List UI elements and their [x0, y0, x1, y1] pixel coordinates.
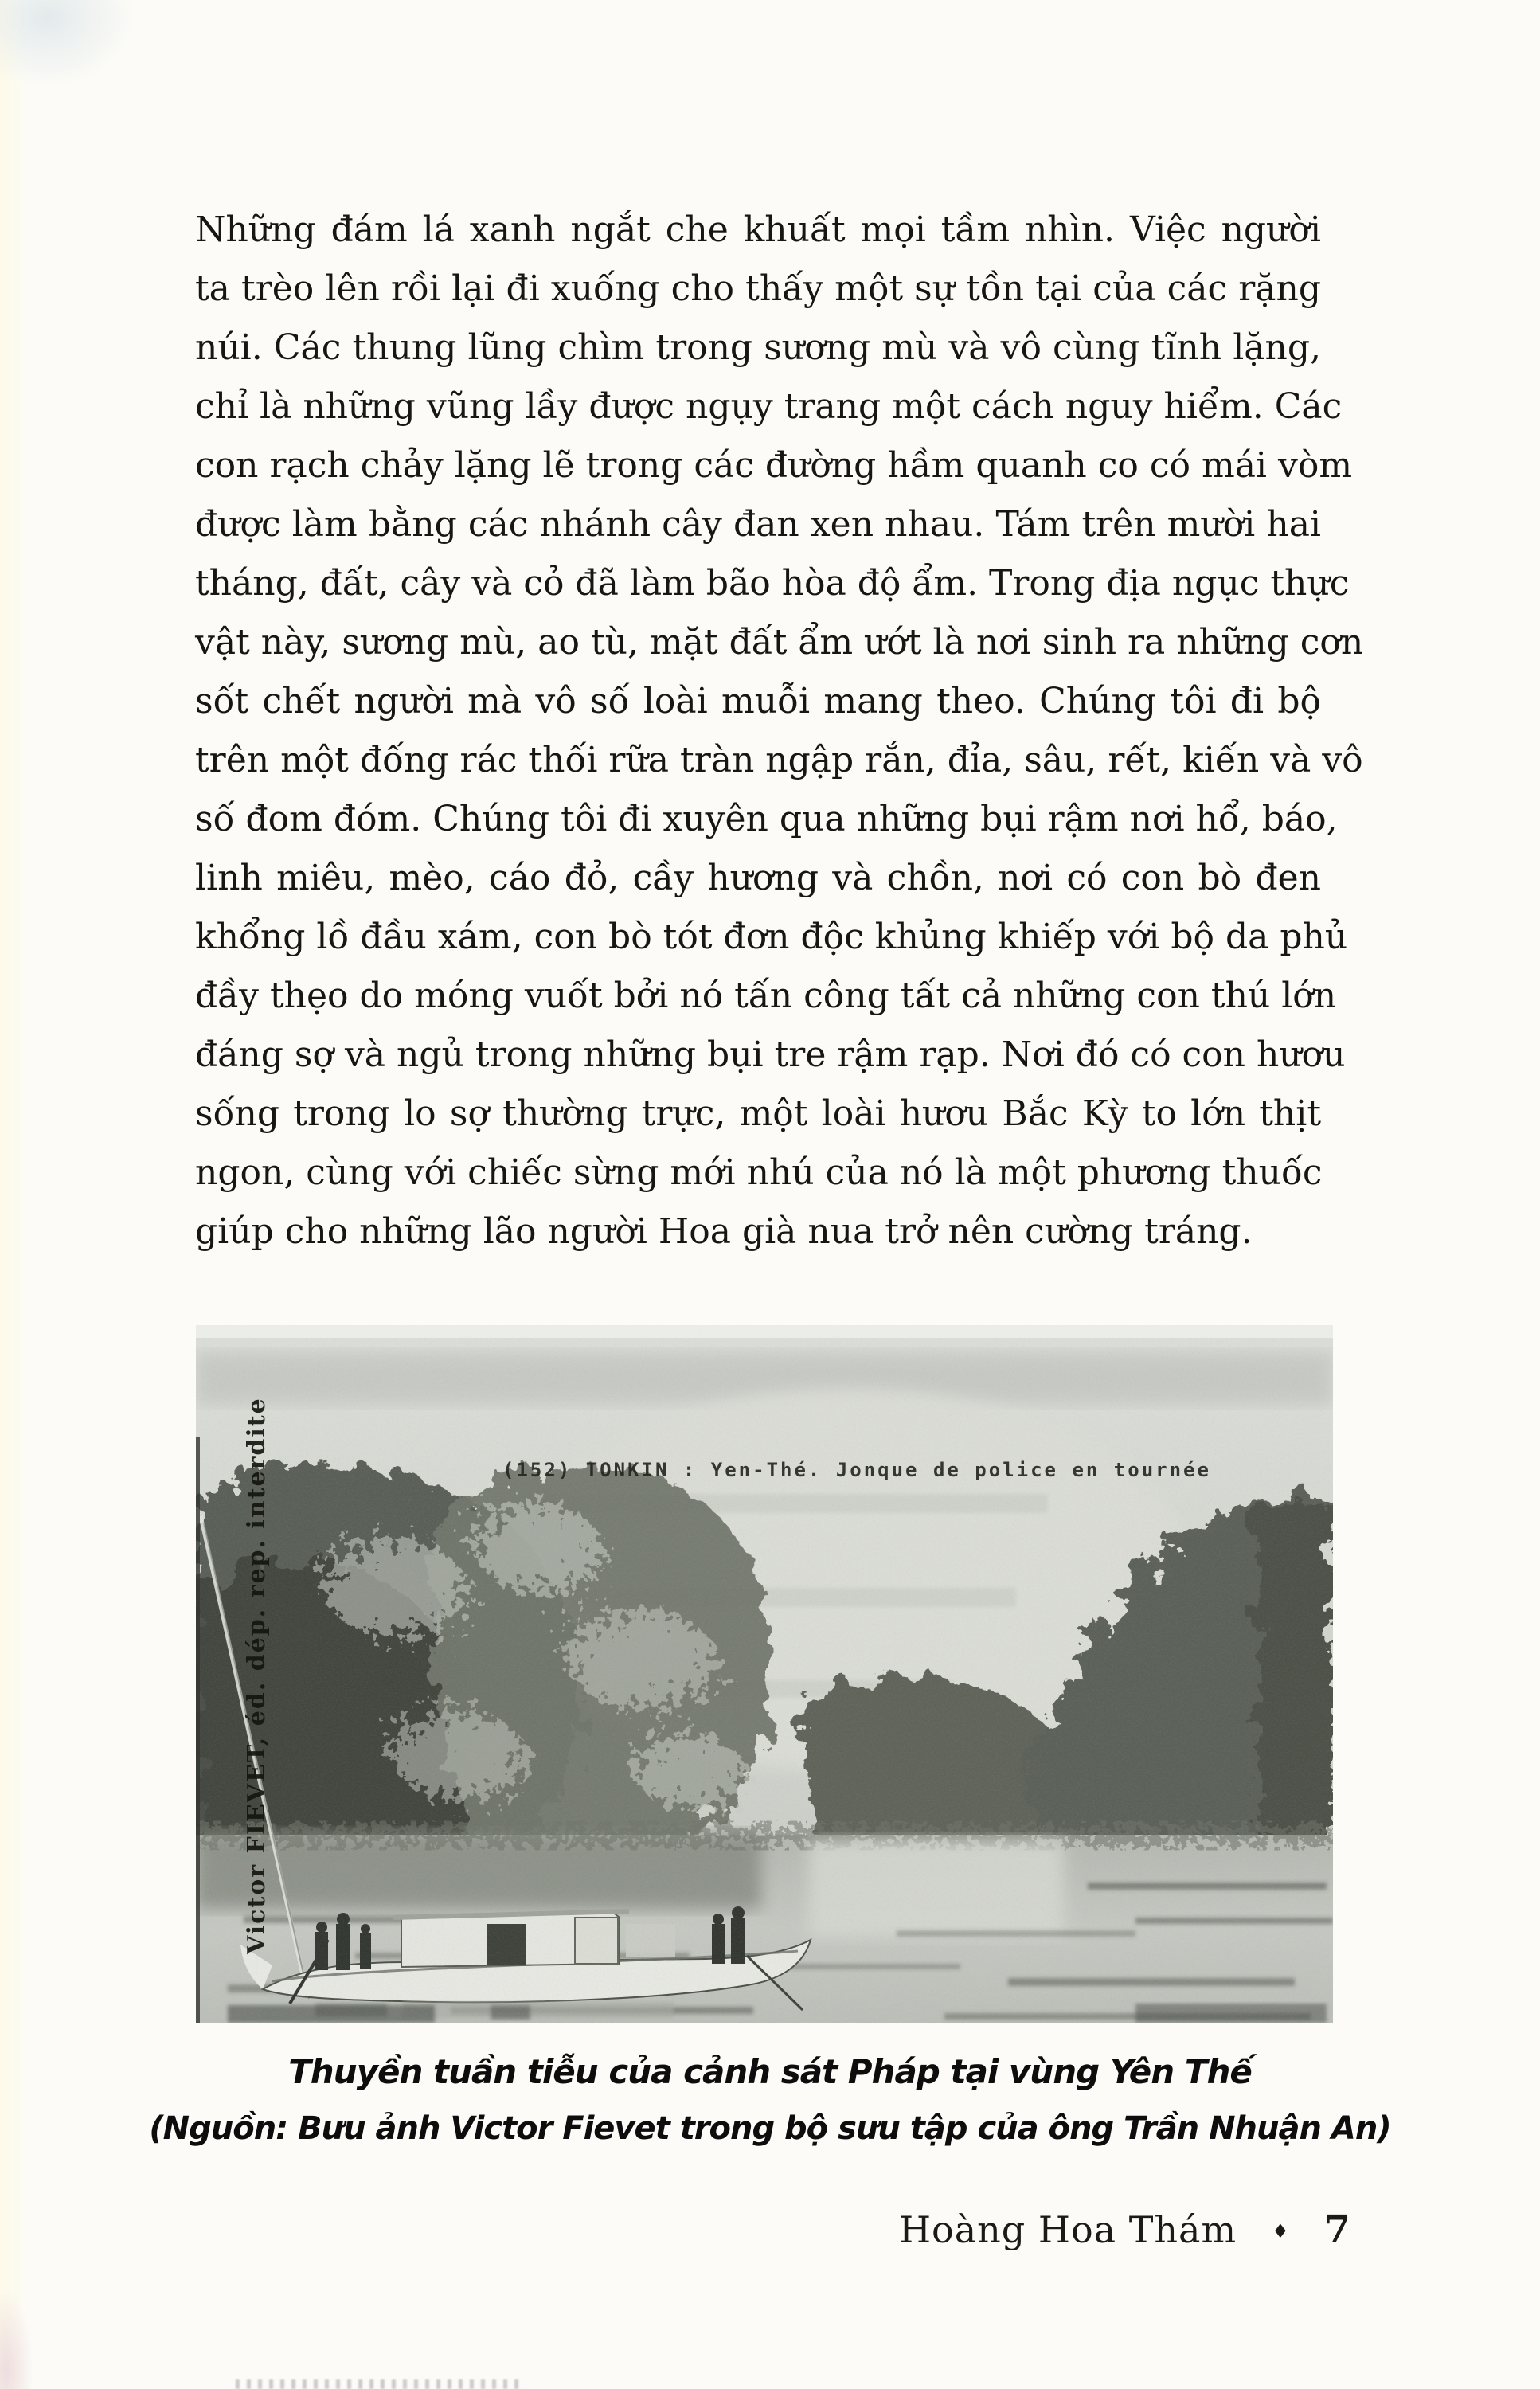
text-line: con rạch chảy lặng lẽ trong các đường hầm quanh co có mái vòm — [195, 445, 1353, 486]
text-line: ta trèo lên rồi lại đi xuống cho thấy một sự tồn tại của các rặng — [195, 268, 1321, 309]
photo-grain — [196, 1325, 1333, 2023]
text-line: được làm bằng các nhánh cây đan xen nhau. Tám trên mười hai — [195, 504, 1321, 545]
text-line: linh miêu, mèo, cáo đỏ, cầy hương và chồn, nơi có con bò đen — [195, 858, 1321, 898]
page-number: 7 — [1323, 2207, 1350, 2252]
photo-left-edge — [196, 1437, 200, 2023]
photographer-credit-vertical: Victor FIEVET, éd. dép. rep. interdite — [243, 1397, 271, 1954]
photo-illustration — [196, 1325, 1333, 2023]
scan-bottom-smudge — [0, 2293, 32, 2389]
text-line: đầy thẹo do móng vuốt bởi nó tấn công tất cả những con thú lớn — [195, 976, 1337, 1016]
paragraph — [195, 201, 1364, 1261]
scan-bottom-artifact — [236, 2379, 522, 2389]
text-line: ngon, cùng với chiếc sừng mới nhú của nó là một phương thuốc — [195, 1152, 1323, 1193]
photo-caption — [0, 2043, 1540, 2156]
text-line: trên một đống rác thối rữa tràn ngập rắn, đỉa, sâu, rết, kiến và vô — [195, 740, 1363, 780]
diamond-separator-icon: ♦ — [1272, 2220, 1289, 2242]
text-line: giúp cho những lão người Hoa già nua trở nên cường tráng. — [195, 1211, 1253, 1252]
text-line: tháng, đất, cây và cỏ đã làm bão hòa độ ẩm. Trong địa ngục thực — [195, 563, 1350, 604]
scan-corner-smudge — [0, 0, 135, 88]
scan-left-edge-tint — [0, 0, 29, 2389]
text-line: số đom đóm. Chúng tôi đi xuyên qua những bụi rậm nơi hổ, báo, — [195, 799, 1338, 839]
text-line: Những đám lá xanh ngắt che khuất mọi tầm nhìn. Việc người — [195, 209, 1321, 250]
text-line: khổng lồ đầu xám, con bò tót đơn độc khủng khiếp với bộ da phủ — [195, 917, 1348, 957]
text-line: đáng sợ và ngủ trong những bụi tre rậm rạp. Nơi đó có con hươu — [195, 1034, 1346, 1075]
text-line: vật này, sương mù, ao tù, mặt đất ẩm ướt là nơi sinh ra những cơn — [195, 622, 1364, 663]
text-line: chỉ là những vũng lầy được ngụy trang một cách nguy hiểm. Các — [195, 386, 1343, 427]
photo-top-fade — [196, 1325, 1333, 1338]
photo-caption-line2: (Nguồn: Bưu ảnh Victor Fievet trong bộ sưu tập của ông Trần Nhuận An) — [149, 2110, 1391, 2147]
text-line: núi. Các thung lũng chìm trong sương mù và vô cùng tĩnh lặng, — [195, 327, 1321, 368]
postcard-title-text: (152) TONKIN : Yen-Thé. Jonque de police en tournée — [502, 1459, 1211, 1481]
photo-caption-line1: Thuyền tuần tiễu của cảnh sát Pháp tại vùng Yên Thế — [288, 2052, 1252, 2091]
text-line: sốt chết người mà vô số loài muỗi mang theo. Chúng tôi đi bộ — [195, 681, 1321, 721]
text-line: sống trong lo sợ thường trực, một loài hươu Bắc Kỳ to lớn thịt — [195, 1093, 1321, 1134]
postcard-photo — [196, 1325, 1333, 2023]
page-footer — [899, 2207, 1350, 2252]
running-title: Hoàng Hoa Thám — [898, 2208, 1237, 2251]
